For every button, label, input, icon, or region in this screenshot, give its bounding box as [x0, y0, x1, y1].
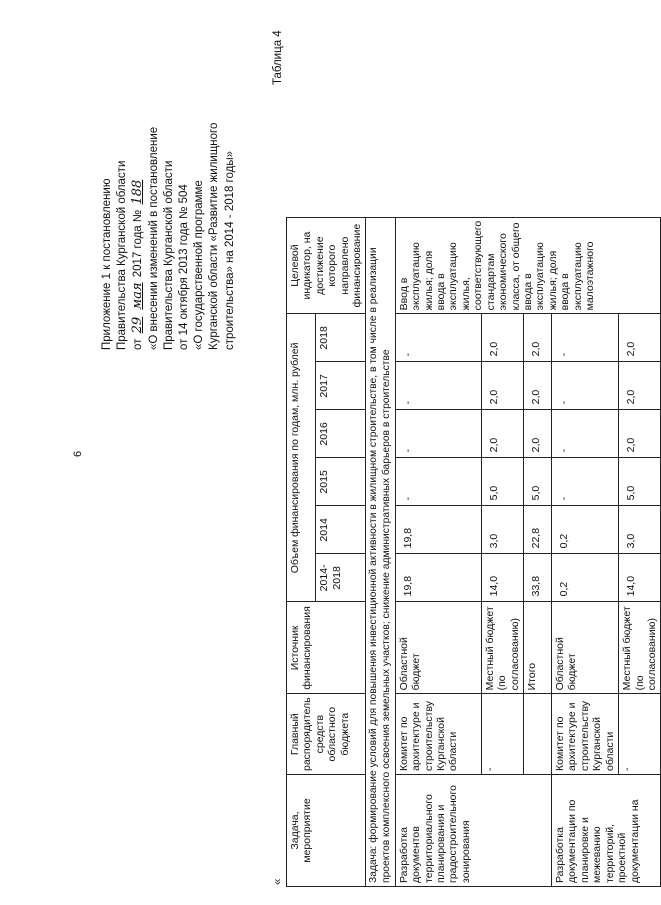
value-cell: 2,0 [481, 314, 523, 362]
handwritten-date-month: мая [130, 282, 146, 310]
value-cell: 2,0 [481, 362, 523, 410]
value-cell: 2,0 [619, 362, 661, 410]
value-cell: 2,0 [524, 410, 552, 458]
date-prefix: от [132, 338, 145, 350]
value-cell: 5,0 [524, 458, 552, 506]
year-header: 2018 [316, 314, 366, 362]
value-cell: 0,2 [552, 554, 619, 602]
source-cell: Областной бюджет [395, 602, 481, 694]
year-header: 2017 [316, 362, 366, 410]
value-cell: - [395, 314, 481, 362]
table-header-row [287, 217, 316, 886]
distributor-cell: Комитет по архитектуре и строительству Курганской области [395, 694, 481, 775]
appendix-line-7: «О государственной программе [193, 180, 206, 350]
handwritten-doc-number: 188 [130, 179, 146, 205]
page-number: 6 [72, 450, 84, 457]
year-header: 2015 [316, 458, 366, 506]
value-cell: - [552, 458, 619, 506]
value-cell: 2,0 [619, 410, 661, 458]
value-cell: 14,0 [619, 554, 661, 602]
indicator-cell: Ввод в эксплуатацию жилья; доля ввода в эксплуатацию жилья, соответствующего стандартам экономического класса, от общего ввода в эксплуатацию жилья; доля ввода в эксплуатацию малоэтажного [395, 217, 660, 314]
year-header: 2014 [316, 506, 366, 554]
value-cell: 3,0 [619, 506, 661, 554]
value-cell: 19,8 [395, 506, 481, 554]
task-description: Задача: формирование условий для повышения инвестиционной активности в жилищном строительстве, в том числе в реализации проектов комплексного освоения земельных участков; снижение административных барьеров в строительстве [366, 217, 395, 886]
value-cell: 2,0 [619, 314, 661, 362]
value-cell: 2,0 [524, 314, 552, 362]
value-cell: 22,8 [524, 506, 552, 554]
value-cell: - [395, 362, 481, 410]
value-cell: 19,8 [395, 554, 481, 602]
source-cell: Областной бюджет [552, 602, 619, 694]
appendix-date-line [130, 0, 146, 350]
source-cell: Местный бюджет (по согласованию) [481, 602, 523, 694]
handwritten-date-day: 29 [130, 316, 146, 334]
value-cell: - [552, 410, 619, 458]
header-source: Источник финансирования [287, 602, 366, 694]
value-cell: - [552, 362, 619, 410]
distributor-cell: Комитет по архитектуре и строительству Курганской области [552, 694, 619, 775]
appendix-line-5: Правительства Курганской области [162, 160, 175, 350]
financing-table [286, 217, 661, 887]
year-header: 2016 [316, 410, 366, 458]
table-row [395, 217, 481, 886]
header-distributor: Главный распорядитель средств областного бюджета [287, 694, 366, 775]
task-row [366, 217, 395, 886]
value-cell: 14,0 [481, 554, 523, 602]
source-cell: Местный бюджет (по согласованию) [619, 602, 661, 694]
value-cell: - [395, 410, 481, 458]
year-header: 2014-2018 [316, 554, 366, 602]
value-cell: 2,0 [524, 362, 552, 410]
distributor-cell: - [481, 694, 523, 775]
measure-name: Разработка документации по планировке и межеванию территорий, проектной документации на [552, 775, 661, 887]
value-cell: - [395, 458, 481, 506]
measure-name: Разработка документов территориального планирования и градостроительного зонирования [395, 775, 551, 887]
date-year: 2017 года № [132, 209, 145, 278]
value-cell: - [552, 314, 619, 362]
appendix-line-8: Курганской области «Развитие жилищного [208, 122, 221, 350]
header-indicator: Целевой индикатор, на достижение которого направлено финансирование [287, 217, 366, 314]
value-cell: 5,0 [481, 458, 523, 506]
header-volume: Объем финансирования по годам, млн. рублей [287, 314, 316, 602]
table-caption: Таблица 4 [272, 30, 284, 85]
appendix-line-1: Приложение 1 к постановлению [101, 178, 113, 350]
distributor-cell [524, 694, 552, 775]
value-cell: 0,2 [552, 506, 619, 554]
appendix-line-6: от 14 октября 2013 года № 504 [178, 184, 191, 350]
value-cell: 5,0 [619, 458, 661, 506]
appendix-header [100, 0, 238, 350]
opening-quote: « [272, 878, 284, 885]
value-cell: 2,0 [481, 410, 523, 458]
source-cell: Итого [524, 602, 552, 694]
appendix-line-2: Правительства Курганской области [116, 160, 129, 350]
appendix-line-9: строительства» на 2014 - 2018 годы» [223, 150, 236, 350]
value-cell: 3,0 [481, 506, 523, 554]
appendix-line-4: «О внесении изменений в постановление [147, 126, 160, 350]
header-task: Задача, мероприятие [287, 775, 366, 887]
distributor-cell: - [619, 694, 661, 775]
table-row [552, 217, 619, 886]
value-cell: 33,8 [524, 554, 552, 602]
